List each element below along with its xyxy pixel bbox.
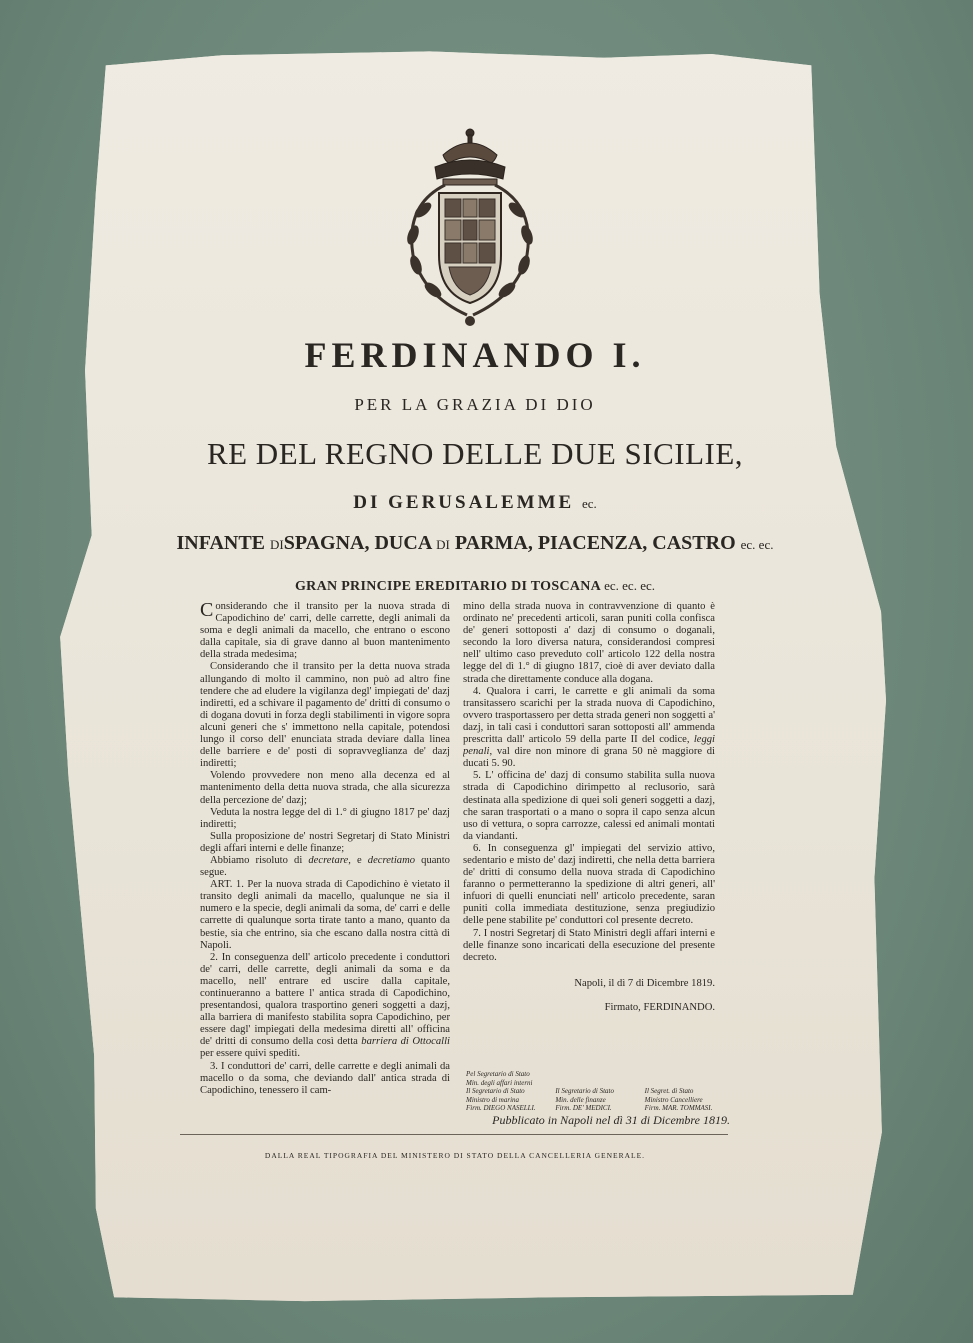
- minister-line: Min. delle finanze: [555, 1095, 606, 1104]
- paragraph-text: onsiderando che il transito per la nuova strada di Capodichino de' carri, delle carrette, degli animali da soma e degli animali da macello, che entrano o escono dalla capitale, sia di grave danno al buon mantenimento della strada medesima;: [200, 601, 450, 661]
- article-paragraph: 7. I nostri Segretarj di Stato Ministri degli affari interni e delle finanze sono incaricati della esecuzione del presente decreto.: [463, 927, 715, 963]
- text: 2. In conseguenza dell' articolo precedente i conduttori de' carri, delle carrette, degli animali da soma e da macello, nell' entrare ed uscire dalla capitale, continueranno a battere l' antica strada di Capodichino, presentandosi, qualora trasportino generi soggetti a dazj, alla barriera di manifesto stabilita sopra Capodichino, per essere dagl' impiegati della medesima diretti all' officina de' dritti di consumo della così detta: [200, 951, 450, 1048]
- decree-title: FERDINANDO I.: [304, 335, 646, 375]
- text: per essere quivi spediti.: [200, 1048, 301, 1060]
- infante-text-2: SPAGNA, DUCA: [283, 532, 432, 554]
- minister-line: Min. degli affari interni: [466, 1078, 533, 1087]
- right-text-column: [463, 601, 715, 1126]
- royal-coat-of-arms-image: [383, 125, 558, 330]
- minister-line: Il Segretario di Stato: [466, 1087, 525, 1095]
- text: 4. Qualora i carri, le carrette e gli animali da soma transitassero scarichi per la strada nuova di Capodichino, ovvero trasportassero per detta strada generi non soggetti a' dazj, in tali casi i conduttori saran sottoposti all' ammenda prescritta dall' articolo 59 della parte II del codice,: [463, 685, 715, 746]
- left-text-column: [200, 601, 450, 1126]
- divider: [180, 1134, 728, 1135]
- text: Abbiamo risoluto di: [210, 854, 303, 866]
- paragraph: Veduta la nostra legge del dì 1.° di giugno 1817 pe' dazj indiretti;: [200, 806, 450, 830]
- text: , e: [348, 854, 362, 866]
- italic-text: decretare: [308, 854, 349, 866]
- infante-di-2: DI: [436, 537, 450, 552]
- infante-text-3: PARMA, PIACENZA, CASTRO: [454, 532, 736, 554]
- article-paragraph: 6. In conseguenza gl' impiegati del servizio attivo, sedentario e misto de' dazj indiretti, che nella detta barriera de' dritti di consumo della nuova strada di Capodichino faranno o permetteranno la spedizione di altri generi, all' infuori di quelli enunciati nell' articolo precedente, saran puniti colla immediata destituzione, senza pregiudizio delle pene stabilite pe' conduttori col presente decreto.: [463, 842, 715, 927]
- infante-line: [160, 532, 790, 555]
- gran-principe-ec: ec. ec. ec.: [604, 578, 655, 593]
- jerusalem-ec: ec.: [581, 496, 597, 511]
- minister-col-3: [645, 1070, 728, 1113]
- minister-line: Ministro Cancelliere: [644, 1095, 703, 1104]
- minister-line: Pel Segretario di Stato: [466, 1070, 530, 1078]
- printer-footer: DALLA REAL TIPOGRAFIA DEL MINISTERO DI STATO DELLA CANCELLERIA GENERALE.: [264, 1151, 646, 1160]
- minister-line: Firm. DIEGO NASELLI.: [466, 1104, 536, 1112]
- decree-date: Napoli, il dì 7 di Dicembre 1819.: [574, 977, 715, 989]
- article-paragraph: ART. 1. Per la nuova strada di Capodichino è vietato il transito degli animali da macello, qualunque ne sia il numero e la specie, degli animali da soma, de' carri e delle carrette di qualunque sorta tirate tanto a mano, quanto da bestie, sia che entrino, sia che escano dalla nostra città di Napoli.: [200, 879, 450, 951]
- paragraph: [200, 855, 450, 879]
- article-paragraph: [463, 686, 715, 771]
- gran-principe-line: [160, 578, 790, 595]
- article-paragraph: [200, 952, 450, 1061]
- minister-col-1: [466, 1070, 549, 1113]
- italic-text: decretiamo: [367, 854, 416, 866]
- infante-ec: ec. ec.: [740, 537, 774, 552]
- signature-line: Firmato, FERDINANDO.: [604, 1001, 715, 1013]
- jerusalem-line: [160, 492, 790, 514]
- article-paragraph: 3. I conduttori de' carri, delle carrette e degli animali da macello o da soma, che deviando dall' antica strada di Capodichino, tenessero il cam-: [200, 1060, 450, 1096]
- minister-line: Il Segret. di Stato: [644, 1087, 694, 1095]
- grace-of-god-line: PER LA GRAZIA DI DIO: [354, 395, 596, 414]
- text: quanto segue.: [200, 854, 450, 879]
- italic-text: barriera di Ottocalli: [361, 1036, 450, 1048]
- jerusalem-text: DI GERUSALEMME: [353, 492, 575, 513]
- paragraph: [200, 601, 450, 661]
- paragraph: Considerando che il transito per la detta nuova strada allungando di molto il cammino, non può ad altro fine tendere che ad eludere la vigilanza degl' impiegati de' dazj indiretti, ed a schivare il pagamento de' dritti di consumo o di dogana dovuti in forza degli stabilimenti in vigore sopra alcuni generi che s' immettono nella capitale, potendosi lungo il corso dell' enunciata strada deviare dalla linea delle barriere e de' posti di sopravveglianza de' dazj indiretti;: [200, 661, 450, 770]
- paragraph: Sulla proposizione de' nostri Segretarj di Stato Ministri degli affari interni e delle finanze;: [200, 830, 450, 854]
- minister-line: Il Segretario di Stato: [555, 1087, 614, 1095]
- gran-principe-text: GRAN PRINCIPE EREDITARIO DI TOSCANA: [294, 579, 601, 594]
- minister-line: Firm. MAR. TOMMASI.: [644, 1104, 713, 1112]
- kingdom-line: RE DEL REGNO DELLE DUE SICILIE,: [206, 436, 744, 471]
- infante-di-1: DI: [270, 537, 284, 552]
- publication-note: Pubblicato in Napoli nel dì 31 di Dicembre 1819.: [492, 1113, 730, 1127]
- article-paragraph: 5. L' officina de' dazj di consumo stabilita sulla nuova strada di Capodichino dirimpetto al reclusorio, sarà destinata alla spedizione di quei soli generi soggetti a dazj, che saran trasportati o a mano o sopra il capo senza alcun uso di vettura, o sopra carrozze, calessi ed animali montati da viandanti.: [463, 770, 715, 842]
- minister-col-2: [555, 1070, 638, 1113]
- paragraph: Volendo provvedere non meno alla decenza ed al mantenimento della detta nuova strada, che alla sicurezza della percezione de' dazj;: [200, 770, 450, 806]
- paragraph: mino della strada nuova in contravvenzione di quanto è ordinato ne' precedenti articoli, saran puniti colla confisca de' generi sottoposti a' dazj di consumo o doganali, secondo la loro diversa natura, considerandosi compresi nell' ultimo caso preveduto coll' articolo 122 della nostra legge del dì 1.° di giugno 1817, cioè di aver deviato dalla strada che direttamente conduce alla dogana.: [463, 601, 715, 685]
- italic-text: leggi penali: [463, 734, 715, 758]
- ministers-signatures: [466, 1070, 728, 1110]
- text: , val dire non minore di grana 50 nè maggiore di ducati 5. 90.: [463, 746, 715, 770]
- drop-capital: C: [200, 601, 214, 621]
- minister-line: Firm. DE' MEDICI.: [555, 1104, 612, 1112]
- minister-line: Ministro di marina: [466, 1095, 520, 1104]
- infante-text-1: INFANTE: [176, 532, 266, 554]
